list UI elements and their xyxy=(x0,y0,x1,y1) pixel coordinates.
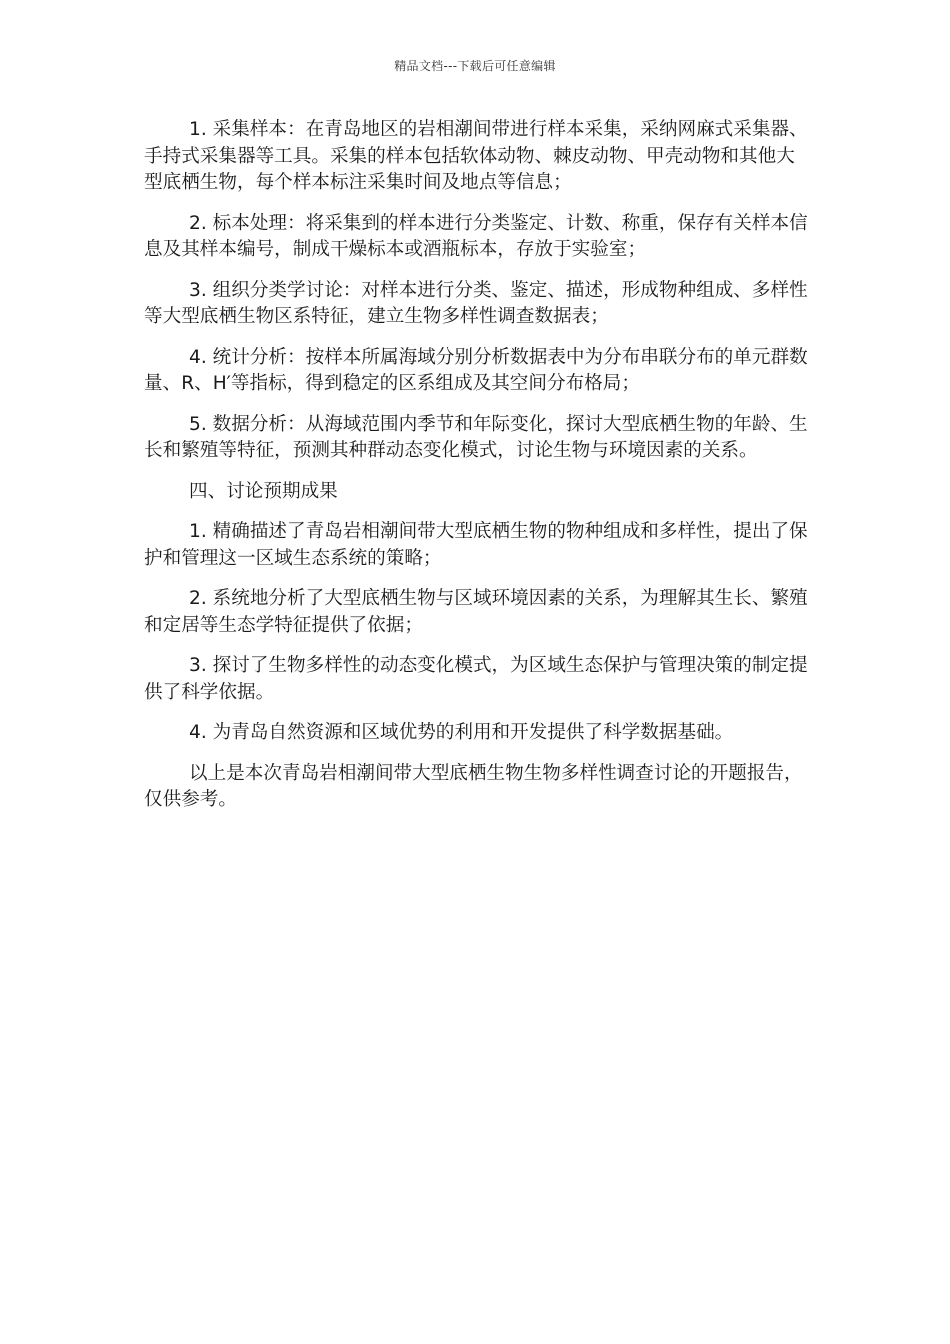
page-header: 精品文档---下载后可任意编辑 xyxy=(394,59,556,73)
paragraph-taxonomy-discussion: 3. 组织分类学讨论：对样本进行分类、鉴定、描述，形成物种组成、多样性等大型底栖生物区系特征，建立生物多样性调查数据表； xyxy=(144,279,808,327)
paragraph-result-4: 4. 为青岛自然资源和区域优势的利用和开发提供了科学数据基础。 xyxy=(189,722,734,743)
paragraph-sample-collection: 1. 采集样本：在青岛地区的岩相潮间带进行样本采集，采纳网麻式采集器、手持式采集器等工具。采集的样本包括软体动物、棘皮动物、甲壳动物和其他大型底栖生物，每个样本标注采集时间及地点等信息； xyxy=(144,119,808,193)
paragraph-data-analysis: 5. 数据分析：从海域范围内季节和年际变化，探讨大型底栖生物的年龄、生长和繁殖等特征，预测其种群动态变化模式，讨论生物与环境因素的关系。 xyxy=(144,413,808,461)
paragraph-result-2: 2. 系统地分析了大型底栖生物与区域环境因素的关系，为理解其生长、繁殖和定居等生态学特征提供了依据； xyxy=(144,588,808,636)
document-body xyxy=(144,117,808,828)
paragraph-conclusion: 以上是本次青岛岩相潮间带大型底栖生物生物多样性调查讨论的开题报告，仅供参考。 xyxy=(144,762,803,810)
paragraph-statistical-analysis: 4. 统计分析：按样本所属海域分别分析数据表中为分布串联分布的单元群数量、R、H′等指标，得到稳定的区系组成及其空间分布格局； xyxy=(144,346,808,394)
paragraph-specimen-processing: 2. 标本处理：将采集到的样本进行分类鉴定、计数、称重，保存有关样本信息及其样本编号，制成干燥标本或酒瓶标本，存放于实验室； xyxy=(144,212,808,260)
paragraph-result-3: 3. 探讨了生物多样性的动态变化模式，为区域生态保护与管理决策的制定提供了科学依据。 xyxy=(144,655,808,703)
paragraph-result-1: 1. 精确描述了青岛岩相潮间带大型底栖生物的物种组成和多样性，提出了保护和管理这一区域生态系统的策略； xyxy=(144,521,808,569)
section-heading-expected-results: 四、讨论预期成果 xyxy=(189,480,338,502)
